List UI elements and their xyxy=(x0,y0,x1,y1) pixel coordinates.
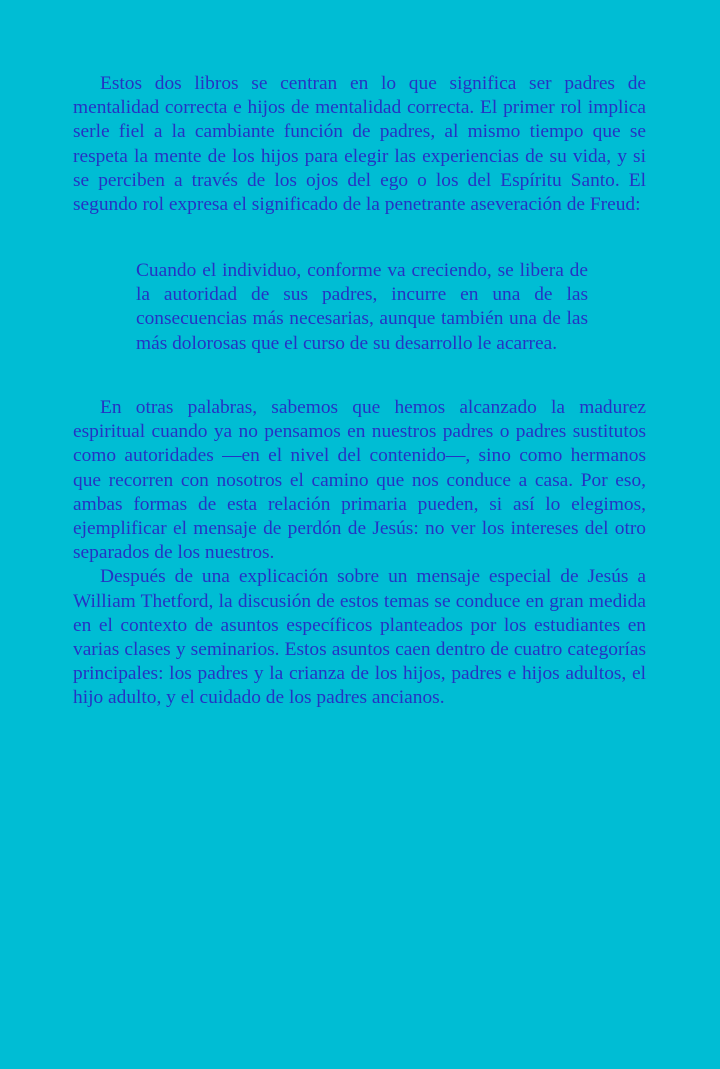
paragraph-intro: Estos dos libros se centran en lo que significa ser padres de mentalidad correcta e hijos de mentalidad correcta. El primer rol implica serle fiel a la cambiante función de padres, al mismo tiempo que se respeta la mente de los hijos para elegir las experiencias de su vida, y si se perciben a través de los ojos del ego o los del Espíritu Santo. El segundo rol expresa el significado de la penetrante aseveración de Freud: xyxy=(73,73,646,216)
paragraph-maturity: En otras palabras, sabemos que hemos alcanzado la madurez espiritual cuando ya no pensamos en nuestros padres o padres sustitutos como autoridades —en el nivel del contenido—, sino como hermanos que recorren con nosotros el camino que nos conduce a casa. Por eso, ambas formas de esta relación primaria pueden, si así lo elegimos, ejemplificar el mensaje de perdón de Jesús: no ver los intereses del otro separados de los nuestros. xyxy=(73,397,646,564)
body-text xyxy=(73,396,646,711)
block-quote-freud: Cuando el individuo, conforme va creciendo, se libera de la autoridad de sus padres, incurre en una de las consecuencias más necesarias, aunque también una de las más dolorosas que el curso de su desarrollo le acarrea. xyxy=(136,260,588,354)
paragraph-topics: Después de una explicación sobre un mensaje especial de Jesús a William Thetford, la discusión de estos temas se conduce en gran medida en el contexto de asuntos específicos planteados por los estudiantes en varias clases y seminarios. Estos asuntos caen dentro de cuatro categorías principales: los padres y la crianza de los hijos, padres e hijos adultos, el hijo adulto, y el cuidado de los padres ancianos. xyxy=(73,566,646,709)
intro-text xyxy=(73,72,646,217)
